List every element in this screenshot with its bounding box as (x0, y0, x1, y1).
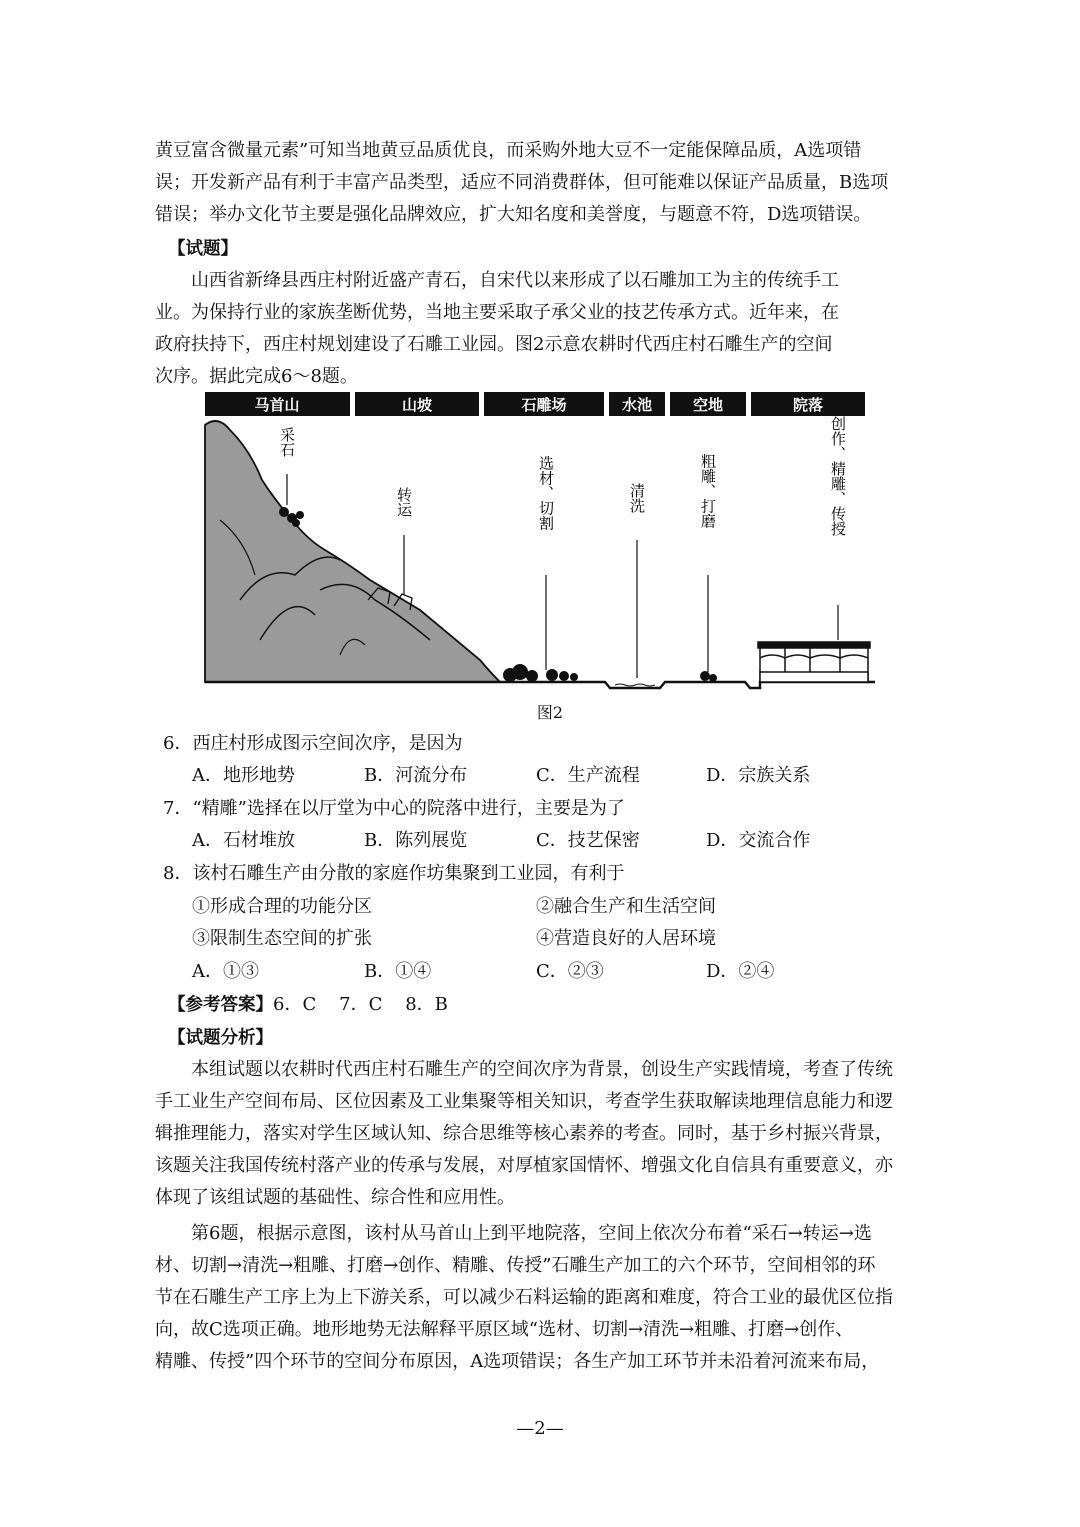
text-line: 向，故C选项正确。地形地势无法解释平原区域“选材、切割→清洗→粗雕、打磨→创作、 (155, 1319, 854, 1340)
label-wash: 清洗 (628, 483, 646, 513)
text-line: 错误；举办文化节主要是强化品牌效应，扩大知名度和美誉度，与题意不符，D选项错误。 (155, 204, 872, 225)
mountain-shape (205, 421, 500, 682)
label-quarry: 采石 (278, 427, 296, 457)
figure-caption: 图2 (536, 703, 564, 722)
question-6-option: A．地形地势 (192, 765, 295, 786)
text-line: 次序。据此完成6～8题。 (155, 366, 358, 387)
zone-label: 石雕场 (521, 396, 567, 414)
page-number: —2— (516, 1418, 564, 1439)
text-line: 精雕、传授”四个环节的空间分布原因，A选项错误；各生产加工环节并未沿着河流来布局， (155, 1351, 880, 1372)
text-line: 该题关注我国传统村落产业的传承与发展，对厚植家国情怀、增强文化自信具有重要意义，亦 (155, 1155, 893, 1176)
text-line: 材、切割→清洗→粗雕、打磨→创作、精雕、传授”石雕生产加工的六个环节，空间相邻的环 (155, 1255, 876, 1276)
question-8-option: C．②③ (536, 961, 604, 982)
question-8-option: D．②④ (706, 961, 775, 982)
text-line: 业。为保持行业的家族垄断优势，当地主要采取子承父业的技艺传承方式。近年来，在 (155, 302, 839, 323)
answer-text: 6．C 7．C 8．B (273, 994, 448, 1015)
question-6-stem: 6．西庄村形成图示空间次序，是因为 (163, 733, 463, 754)
question-heading: 【试题】 (168, 239, 238, 259)
question-7-option: B．陈列展览 (364, 830, 468, 851)
text-line: 节在石雕生产工序上为上下游关系，可以减少石料运输的距离和难度，符合工业的最优区位指 (155, 1287, 893, 1308)
zone-label: 院落 (792, 396, 824, 414)
text-line: 体现了该组试题的基础性、综合性和应用性。 (155, 1187, 515, 1208)
text-line: 手工业生产空间布局、区位因素及工业集聚等相关知识，考查学生获取解读地理信息能力和逻 (155, 1091, 893, 1112)
text-line: 误；开发新产品有利于丰富产品类型，适应不同消费群体，但可能难以保证产品质量，B选项 (155, 172, 889, 193)
question-8-statement: ②融合生产和生活空间 (536, 896, 716, 917)
text-line: 山西省新绛县西庄村附近盛产青石，自宋代以来形成了以石雕加工为主的传统手工 (191, 270, 839, 291)
text-line: 政府扶持下，西庄村规划建设了石雕工业园。图2示意农耕时代西庄村石雕生产的空间 (155, 334, 833, 355)
zone-header (205, 392, 865, 416)
question-6-option: C．生产流程 (536, 765, 640, 786)
label-create: 创作、精雕、传授 (829, 416, 847, 536)
question-7-option: C．技艺保密 (536, 830, 640, 851)
analysis-paragraph-1 (155, 1054, 915, 1214)
zone-label: 马首山 (254, 396, 300, 414)
analysis-paragraph-2 (155, 1218, 915, 1378)
text-line: 黄豆富含微量元素”可知当地黄豆品质优良，而采购外地大豆不一定能保障品质，A选项错 (155, 140, 862, 161)
question-6-option: D．宗族关系 (706, 765, 811, 786)
text-line: 辑推理能力，落实对学生区域认知、综合思维等核心素养的考查。同时，基于乡村振兴背景， (155, 1123, 893, 1144)
question-8-option: A．①③ (192, 961, 259, 982)
ground-line (205, 682, 875, 688)
question-stem (155, 265, 915, 393)
text-line: 第6题，根据示意图，该村从马首山上到平地院落，空间上依次分布着“采石→转运→选 (191, 1223, 872, 1244)
figure-2-diagram (200, 390, 880, 690)
label-select-cut: 选材、切割 (537, 455, 555, 531)
question-7-option: D．交流合作 (706, 830, 811, 851)
question-8-stem: 8．该村石雕生产由分散的家庭作坊集聚到工业园，有利于 (163, 863, 625, 884)
question-6-option: B．河流分布 (364, 765, 468, 786)
zone-label: 水池 (621, 396, 653, 414)
question-8-statement: ①形成合理的功能分区 (192, 896, 372, 917)
carving-worker-icon (700, 671, 717, 682)
question-8-statement: ④营造良好的人居环境 (536, 928, 716, 949)
zone-label: 山坡 (401, 396, 433, 414)
label-transport: 转运 (395, 487, 413, 517)
label-rough: 粗雕、打磨 (699, 453, 717, 529)
answer-row (168, 989, 448, 1021)
question-8-option: B．①④ (364, 961, 432, 982)
stone-yard-shrub-icon (503, 664, 578, 682)
courtyard-building-icon (758, 642, 870, 682)
intro-paragraph (155, 135, 915, 231)
zone-label: 空地 (692, 396, 724, 414)
question-7-stem: 7．“精雕”选择在以厅堂为中心的院落中进行，主要是为了 (163, 798, 625, 819)
answer-label: 【参考答案】 (168, 995, 273, 1015)
pool-water (615, 684, 655, 686)
text-line: 本组试题以农耕时代西庄村石雕生产的空间次序为背景，创设生产实践情境，考查了传统 (191, 1059, 893, 1080)
analysis-heading: 【试题分析】 (168, 1028, 273, 1048)
question-7-option: A．石材堆放 (192, 830, 295, 851)
question-8-statement: ③限制生态空间的扩张 (192, 928, 372, 949)
